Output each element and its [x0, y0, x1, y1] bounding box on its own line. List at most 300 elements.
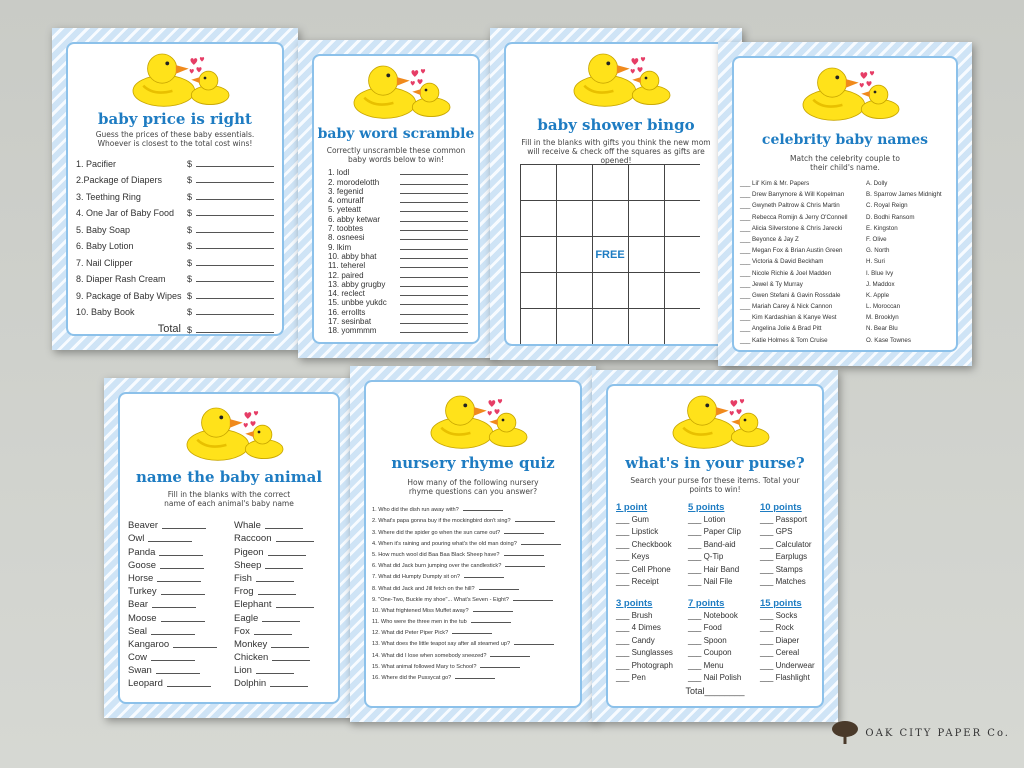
price-item-label: 5. Baby Soap	[76, 224, 131, 235]
nursery-question-text: 7. What did Humpty Dumpty sit on?	[372, 574, 460, 581]
celebrity-child-name: M. Brooklyn	[866, 314, 899, 322]
rubber-duck-illustration	[154, 402, 304, 462]
answer-line	[161, 594, 205, 595]
nursery-question-text: 2. What's papa gonna buy if the mockingbird don't sing?	[372, 518, 511, 525]
scramble-row	[328, 233, 468, 242]
price-answer	[187, 175, 274, 185]
answer-line	[157, 581, 201, 582]
price-item-label: 7. Nail Clipper	[76, 257, 133, 268]
answer-line	[400, 184, 468, 185]
celebrity-row	[740, 212, 952, 223]
scramble-word: 11. teherel	[328, 261, 366, 271]
price-list	[76, 152, 274, 335]
nursery-question-text: 1. Who did the dish run away with?	[372, 507, 459, 514]
purse-group	[760, 502, 824, 589]
celebrity-row	[740, 234, 952, 245]
scramble-word: 2. morodelotth	[328, 177, 380, 187]
celebrity-child-name: E. Kingston	[866, 224, 898, 232]
purse-item: ___ Flashlight	[760, 672, 810, 682]
nursery-question	[372, 636, 574, 647]
nursery-question-text: 9. "One-Two, Buckle my shoe"... What's Seven - Eight?	[372, 596, 509, 603]
purse-total: Total________	[685, 686, 745, 696]
bingo-square	[629, 309, 665, 345]
nursery-question-text: 3. Where did the spider go when the sun came out?	[372, 529, 501, 536]
bingo-square	[557, 237, 593, 273]
celebrity-couple: ___ Megan Fox & Brian Austin Green	[740, 247, 843, 255]
animal-name: Fox	[234, 625, 250, 637]
scramble-row	[328, 326, 468, 335]
celebrity-row	[740, 268, 952, 279]
dollar-sign: $	[186, 208, 192, 218]
animal-name: Eagle	[234, 612, 259, 624]
nursery-question	[372, 524, 574, 535]
purse-item: ___ Passport	[760, 515, 808, 524]
price-answer	[187, 225, 274, 235]
animal-name: Raccoon	[234, 533, 272, 545]
bingo-square	[557, 165, 593, 201]
dollar-sign: $	[186, 307, 192, 317]
celebrity-list	[740, 178, 952, 346]
scramble-title: baby word scramble	[317, 126, 475, 142]
celebrity-couple: ___ Alicia Silverstone & Chris Jarecki	[740, 224, 843, 232]
celebrity-row	[740, 335, 952, 346]
rubber-duck-illustration	[321, 60, 471, 120]
purse-item: ___ Notebook	[688, 611, 738, 620]
answer-line	[161, 621, 205, 622]
card-baby-word-scramble	[298, 40, 494, 358]
answer-line	[173, 647, 217, 648]
answer-line	[479, 589, 519, 590]
price-answer	[187, 208, 274, 218]
purse-item: ___ Hair Band	[688, 564, 740, 574]
purse-item: ___ Sunglasses	[616, 648, 673, 658]
purse-item: ___ GPS	[760, 527, 793, 537]
purse-group-label: 7 points	[688, 598, 725, 609]
scramble-word: 17. sesinbat	[328, 317, 372, 327]
purse-item: ___ Q-Tip	[688, 552, 724, 562]
purse-item: ___ Food	[688, 623, 722, 633]
celebrity-couple: ___ Jewel & Ty Murray	[740, 280, 803, 288]
price-row	[76, 251, 274, 268]
animal-row	[234, 624, 314, 637]
dollar-sign: $	[186, 290, 192, 301]
answer-line	[271, 647, 309, 648]
scramble-word: 3. fegenid	[328, 186, 364, 196]
purse-item: ___ Cereal	[760, 648, 800, 658]
celebrity-row	[740, 223, 952, 234]
rubber-duck-illustration	[770, 62, 920, 122]
price-item-label: 8. Diaper Rash Cream	[76, 274, 166, 284]
nursery-question-text: 13. What does the little teapot say after all steamed up?	[372, 641, 511, 648]
scramble-subtitle: Correctly unscramble these common baby words below to win!	[326, 146, 466, 164]
animal-name: Horse	[128, 572, 154, 584]
price-row	[76, 301, 274, 318]
purse-subtitle: Search your purse for these items. Total your points to win!	[630, 476, 800, 494]
scramble-row	[328, 252, 468, 261]
animal-name: Sheep	[234, 559, 262, 571]
animal-name: Fish	[234, 572, 252, 584]
answer-line	[196, 166, 274, 167]
bingo-square	[557, 201, 593, 237]
animal-name: Elephant	[234, 599, 272, 611]
celebrity-child-name: B. Sparrow James Midnight	[866, 191, 942, 199]
purse-group	[760, 598, 824, 685]
animal-name: Monkey	[234, 638, 268, 650]
scramble-word: 12. paired	[328, 270, 364, 280]
scramble-word: 18. yommmm	[328, 326, 377, 336]
purse-item: ___ Gum	[616, 515, 649, 524]
answer-line	[400, 267, 468, 268]
animal-name: Kangaroo	[128, 638, 170, 650]
celebrity-child-name: F. Olive	[866, 235, 887, 243]
purse-group-label: 1 point	[616, 502, 648, 513]
bingo-square	[665, 201, 701, 237]
celebrity-couple: ___ Katie Holmes & Tom Cruise	[740, 336, 828, 344]
scramble-row	[328, 224, 468, 233]
price-subtitle: Guess the prices of these baby essentials. Whoever is closest to the total cost wins!	[95, 130, 255, 148]
nursery-question-text: 5. How much wool did Baa Baa Black Sheep have?	[372, 551, 500, 558]
scramble-row	[328, 214, 468, 223]
nursery-question	[372, 569, 574, 580]
scramble-word: 1. lodl	[328, 168, 350, 178]
scramble-row	[328, 168, 468, 177]
answer-line	[265, 528, 303, 529]
answer-line	[504, 533, 544, 534]
price-row	[76, 185, 274, 202]
answer-line	[265, 568, 303, 569]
animal-row	[128, 558, 217, 571]
price-item-label: 2.Package of Diapers	[76, 175, 163, 185]
nursery-question	[372, 558, 574, 569]
price-row	[76, 235, 274, 252]
animal-row	[234, 584, 314, 597]
card-inner	[364, 380, 582, 708]
answer-line	[160, 568, 204, 569]
purse-item: ___ Photograph	[616, 660, 673, 670]
price-answer	[187, 241, 274, 251]
card-inner	[118, 392, 340, 704]
purse-item: ___ Receipt	[616, 576, 659, 586]
animal-subtitle: Fill in the blanks with the correct name of each animal's baby name	[164, 490, 294, 508]
purse-title: what's in your purse?	[625, 454, 805, 472]
scramble-word: 8. osneesi	[328, 233, 365, 243]
purse-item: ___ Lotion	[688, 515, 726, 524]
animal-name: Bear	[128, 599, 149, 611]
bingo-square	[593, 273, 629, 309]
price-answer	[187, 307, 274, 317]
answer-line	[152, 607, 196, 608]
price-row	[76, 218, 274, 235]
card-inner	[732, 56, 958, 352]
nursery-question	[372, 603, 574, 614]
bingo-square	[665, 273, 701, 309]
answer-line	[262, 621, 300, 622]
bingo-subtitle: Fill in the blanks with gifts you think the new mom will receive & check off the squares as gifts are opened!	[521, 138, 711, 165]
celebrity-couple: ___ Drew Barrymore & Will Kopelman	[740, 191, 845, 199]
brand-name: OAK CITY PAPER Co.	[865, 727, 1010, 739]
price-total-row	[76, 317, 274, 335]
rubber-duck-illustration	[640, 390, 790, 450]
celebrity-child-name: D. Bodhi Ransom	[866, 213, 915, 221]
scramble-row	[328, 187, 468, 196]
purse-group	[616, 502, 688, 589]
purse-item: ___ Diaper	[760, 635, 800, 645]
scramble-word: 13. abby grugby	[328, 279, 386, 289]
nursery-question	[372, 502, 574, 513]
answer-line	[254, 634, 292, 635]
animal-row	[234, 637, 314, 650]
answer-line	[400, 286, 468, 287]
celebrity-couple: ___ Mariah Carey & Nick Cannon	[740, 303, 833, 311]
scramble-row	[328, 261, 468, 270]
purse-item: ___ Underwear	[760, 660, 815, 670]
purse-item: ___ Paper Clip	[688, 527, 741, 537]
purse-item: ___ Spoon	[688, 635, 727, 645]
scramble-list	[328, 168, 468, 335]
bingo-square	[629, 201, 665, 237]
answer-line	[400, 314, 468, 315]
animal-row	[128, 650, 217, 663]
animal-name: Cow	[128, 652, 148, 664]
answer-line	[490, 656, 530, 657]
nursery-question-text: 15. What animal followed Mary to School?	[372, 663, 477, 670]
animal-name: Frog	[234, 586, 254, 598]
celebrity-child-name: J. Maddox	[866, 280, 895, 288]
answer-line	[400, 258, 468, 259]
celebrity-couple: ___ Beyonce & Jay Z	[740, 235, 799, 243]
animal-title: name the baby animal	[135, 468, 323, 486]
animal-row	[128, 544, 217, 557]
animal-row	[128, 584, 217, 597]
answer-line	[400, 221, 468, 222]
purse-item: ___ Socks	[760, 611, 798, 620]
answer-line	[400, 211, 468, 212]
nursery-question-text: 14. What did I lose when somebody sneezed?	[372, 652, 487, 659]
celebrity-row	[740, 312, 952, 323]
answer-line	[400, 332, 468, 333]
answer-line	[256, 581, 294, 582]
bingo-square	[557, 273, 593, 309]
scramble-row	[328, 177, 468, 186]
price-answer	[187, 258, 274, 268]
celebrity-title: celebrity baby names	[761, 132, 929, 148]
answer-line	[196, 281, 274, 282]
celebrity-row	[740, 290, 952, 301]
bingo-square	[521, 273, 557, 309]
answer-line	[452, 633, 492, 634]
dollar-sign: $	[186, 274, 192, 284]
price-row	[76, 268, 274, 285]
celebrity-child-name: O. Kase Townes	[866, 336, 911, 344]
answer-line	[258, 594, 296, 595]
bingo-grid	[520, 164, 700, 346]
answer-line	[159, 555, 203, 556]
scramble-word: 14. reclect	[328, 289, 365, 299]
purse-item: ___ Candy	[616, 635, 655, 645]
card-inner	[66, 42, 284, 336]
animal-name: Goose	[128, 559, 156, 571]
scramble-row	[328, 270, 468, 279]
purse-item: ___ Nail Polish	[688, 672, 742, 682]
celebrity-subtitle: Match the celebrity couple to their child's name.	[790, 154, 900, 172]
animal-name: Turkey	[128, 586, 157, 598]
animal-row	[234, 531, 314, 544]
celebrity-child-name: C. Royal Reign	[866, 202, 908, 210]
purse-item: ___ Keys	[616, 552, 650, 562]
purse-group-label: 3 points	[616, 598, 653, 609]
nursery-question	[372, 670, 574, 681]
celebrity-couple: ___ Rebecca Romijn & Jerry O'Connell	[740, 213, 848, 221]
scramble-row	[328, 289, 468, 298]
bingo-square	[629, 237, 665, 273]
purse-item: ___ Rock	[760, 623, 794, 633]
bingo-square	[521, 309, 557, 345]
animal-name: Swan	[128, 665, 152, 677]
animal-name: Chicken	[234, 652, 269, 664]
celebrity-couple: ___ Gwen Stefani & Gavin Rossdale	[740, 291, 841, 299]
bingo-square	[665, 237, 701, 273]
answer-line	[148, 541, 192, 542]
answer-line	[400, 202, 468, 203]
purse-item: ___ Cell Phone	[616, 564, 671, 574]
celebrity-row	[740, 323, 952, 334]
nursery-question-text: 16. Where did the Pussycat go?	[372, 675, 452, 681]
scramble-row	[328, 242, 468, 251]
bingo-square	[557, 309, 593, 345]
celebrity-couple: ___ Gwyneth Paltrow & Chris Martin	[740, 202, 840, 210]
bingo-square	[593, 201, 629, 237]
answer-line	[270, 686, 308, 687]
price-row	[76, 152, 274, 169]
purse-item: ___ Pen	[616, 672, 646, 682]
answer-line	[196, 182, 274, 183]
answer-line	[471, 622, 511, 623]
answer-line	[196, 248, 274, 249]
answer-line	[400, 174, 468, 175]
oak-tree-icon	[831, 720, 859, 746]
purse-group	[688, 598, 760, 685]
purse-group	[688, 502, 760, 589]
celebrity-row	[740, 178, 952, 189]
nursery-question-text: 11. Who were the three men in the tub	[372, 619, 467, 626]
price-item-label: 10. Baby Book	[76, 307, 135, 317]
celebrity-couple: ___ Victoria & David Beckham	[740, 258, 824, 266]
answer-line	[400, 193, 468, 194]
answer-line	[505, 566, 545, 567]
answer-line	[480, 667, 520, 668]
purse-item: ___ Earplugs	[760, 552, 808, 562]
celebrity-child-name: I. Blue Ivy	[866, 269, 894, 277]
animal-list-right	[234, 518, 314, 689]
nursery-question	[372, 592, 574, 603]
celebrity-couple: ___ Kim Kardashian & Kanye West	[740, 314, 837, 322]
bingo-square	[665, 309, 701, 345]
celebrity-child-name: A. Dolly	[866, 180, 888, 187]
purse-item: ___ 4 Dimes	[616, 623, 661, 633]
rubber-duck-illustration	[100, 48, 250, 108]
price-item-label: 9. Package of Baby Wipes	[76, 290, 182, 301]
animal-row	[234, 650, 314, 663]
card-whats-in-your-purse	[592, 370, 838, 722]
animal-row	[128, 610, 217, 623]
nursery-question	[372, 614, 574, 625]
price-row	[76, 284, 274, 301]
bingo-square	[521, 201, 557, 237]
answer-line	[521, 544, 561, 545]
animal-row	[128, 624, 217, 637]
scramble-word: 4. omuralf	[328, 196, 364, 206]
answer-line	[400, 277, 468, 278]
bingo-free-space: FREE	[595, 249, 625, 261]
celebrity-row	[740, 245, 952, 256]
animal-row	[234, 663, 314, 676]
bingo-square	[593, 309, 629, 345]
answer-line	[464, 577, 504, 578]
nursery-title: nursery rhyme quiz	[391, 454, 555, 472]
animal-row	[128, 676, 217, 689]
animal-name: Owl	[128, 533, 145, 545]
answer-line	[196, 298, 274, 299]
scramble-word: 7. toobtes	[328, 224, 364, 234]
celebrity-child-name: N. Bear Blu	[866, 325, 898, 333]
animal-row	[234, 610, 314, 623]
answer-line	[196, 332, 274, 333]
scramble-row	[328, 317, 468, 326]
answer-line	[196, 199, 274, 200]
scramble-word: 9. lkim	[328, 242, 352, 252]
celebrity-child-name: H. Suri	[866, 258, 885, 266]
animal-name: Lion	[234, 665, 252, 677]
answer-line	[276, 541, 314, 542]
answer-line	[504, 555, 544, 556]
nursery-question	[372, 580, 574, 591]
animal-row	[234, 597, 314, 610]
purse-item: ___ Stamps	[760, 564, 803, 574]
bingo-title: baby shower bingo	[537, 116, 695, 134]
purse-group-label: 10 points	[760, 502, 802, 513]
nursery-question-text: 4. When it's raining and pouring what's the old man doing?	[372, 540, 517, 547]
animal-row	[128, 663, 217, 676]
price-answer	[187, 291, 274, 301]
animal-row	[128, 571, 217, 584]
card-celebrity-baby-names	[718, 42, 972, 366]
price-row	[76, 169, 274, 186]
answer-line	[515, 521, 555, 522]
nursery-question	[372, 547, 574, 558]
celebrity-couple: ___ Angelina Jolie & Brad Pitt	[740, 325, 822, 333]
rubber-duck-illustration	[398, 390, 548, 450]
bingo-square	[521, 237, 557, 273]
card-inner	[606, 384, 824, 708]
celebrity-row	[740, 301, 952, 312]
answer-line	[463, 510, 503, 511]
scramble-row	[328, 307, 468, 316]
answer-line	[256, 673, 294, 674]
answer-line	[400, 230, 468, 231]
answer-line	[455, 678, 495, 679]
price-item-label: 1. Pacifier	[76, 158, 117, 169]
dollar-sign: $	[186, 191, 192, 202]
nursery-question-text: 6. What did Jack burn jumping over the candlestick?	[372, 563, 502, 570]
price-item-label: 6. Baby Lotion	[76, 241, 134, 251]
scramble-word: 16. errollts	[328, 307, 366, 317]
scramble-word: 10. abby bhat	[328, 251, 377, 261]
scramble-row	[328, 196, 468, 205]
celebrity-row	[740, 256, 952, 267]
bingo-square	[629, 273, 665, 309]
scramble-word: 6. abby ketwar	[328, 214, 381, 224]
rubber-duck-illustration	[541, 48, 691, 108]
